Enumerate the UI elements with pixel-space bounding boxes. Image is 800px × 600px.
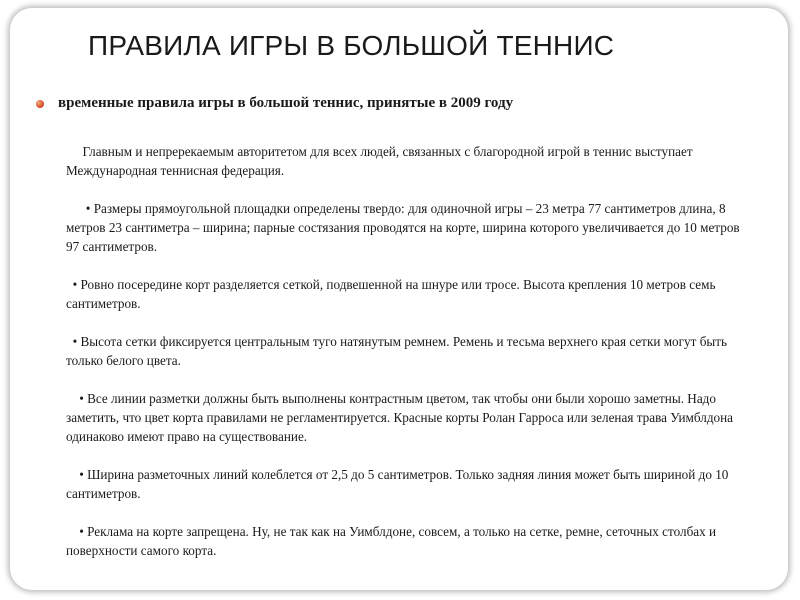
body-text	[66, 142, 756, 560]
paragraph-advertising: • Реклама на корте запрещена. Ну, не так как на Уимблдоне, совсем, а только на сетке, ремне, сеточных столбах и поверхности самого корта.	[66, 524, 720, 558]
subtitle-row	[36, 95, 513, 112]
round-bullet-icon	[36, 100, 44, 108]
paragraph-intro: Главным и непререкаемым авторитетом для всех людей, связанных с благородной игрой в теннис выступает Международная теннисная федерация.	[66, 144, 696, 178]
paragraph-court-dimensions: • Размеры прямоугольной площадки определены твердо: для одиночной игры – 23 метра 77 сантиметров длина, 8 метров 23 сантиметра – ширина; парные состязания проводятся на корте, ширина которого увеличивается до 10 метров 97 сантиметров.	[66, 201, 743, 254]
paragraph-net-height: • Высота сетки фиксируется центральным туго натянутым ремнем. Ремень и тесьма верхнего края сетки могут быть только белого цвета.	[66, 334, 731, 368]
paragraph-net-division: • Ровно посередине корт разделяется сеткой, подвешенной на шнуре или тросе. Высота крепления 10 метров семь сантиметров.	[66, 277, 719, 311]
paragraph-line-width: • Ширина разметочных линий колеблется от 2,5 до 5 сантиметров. Только задняя линия может быть шириной до 10 сантиметров.	[66, 467, 732, 501]
paragraph-line-markings: • Все линии разметки должны быть выполнены контрастным цветом, так чтобы они были хорошо заметны. Надо заметить, что цвет корта правилами не регламентируется. Красные корты Ролан Гарроса или зеленая трава Уимблдона одинаково имеют право на существование.	[66, 391, 737, 444]
slide-subtitle: временные правила игры в большой теннис, принятые в 2009 году	[58, 95, 514, 111]
slide-title: ПРАВИЛА ИГРЫ В БОЛЬШОЙ ТЕННИС	[88, 30, 615, 61]
